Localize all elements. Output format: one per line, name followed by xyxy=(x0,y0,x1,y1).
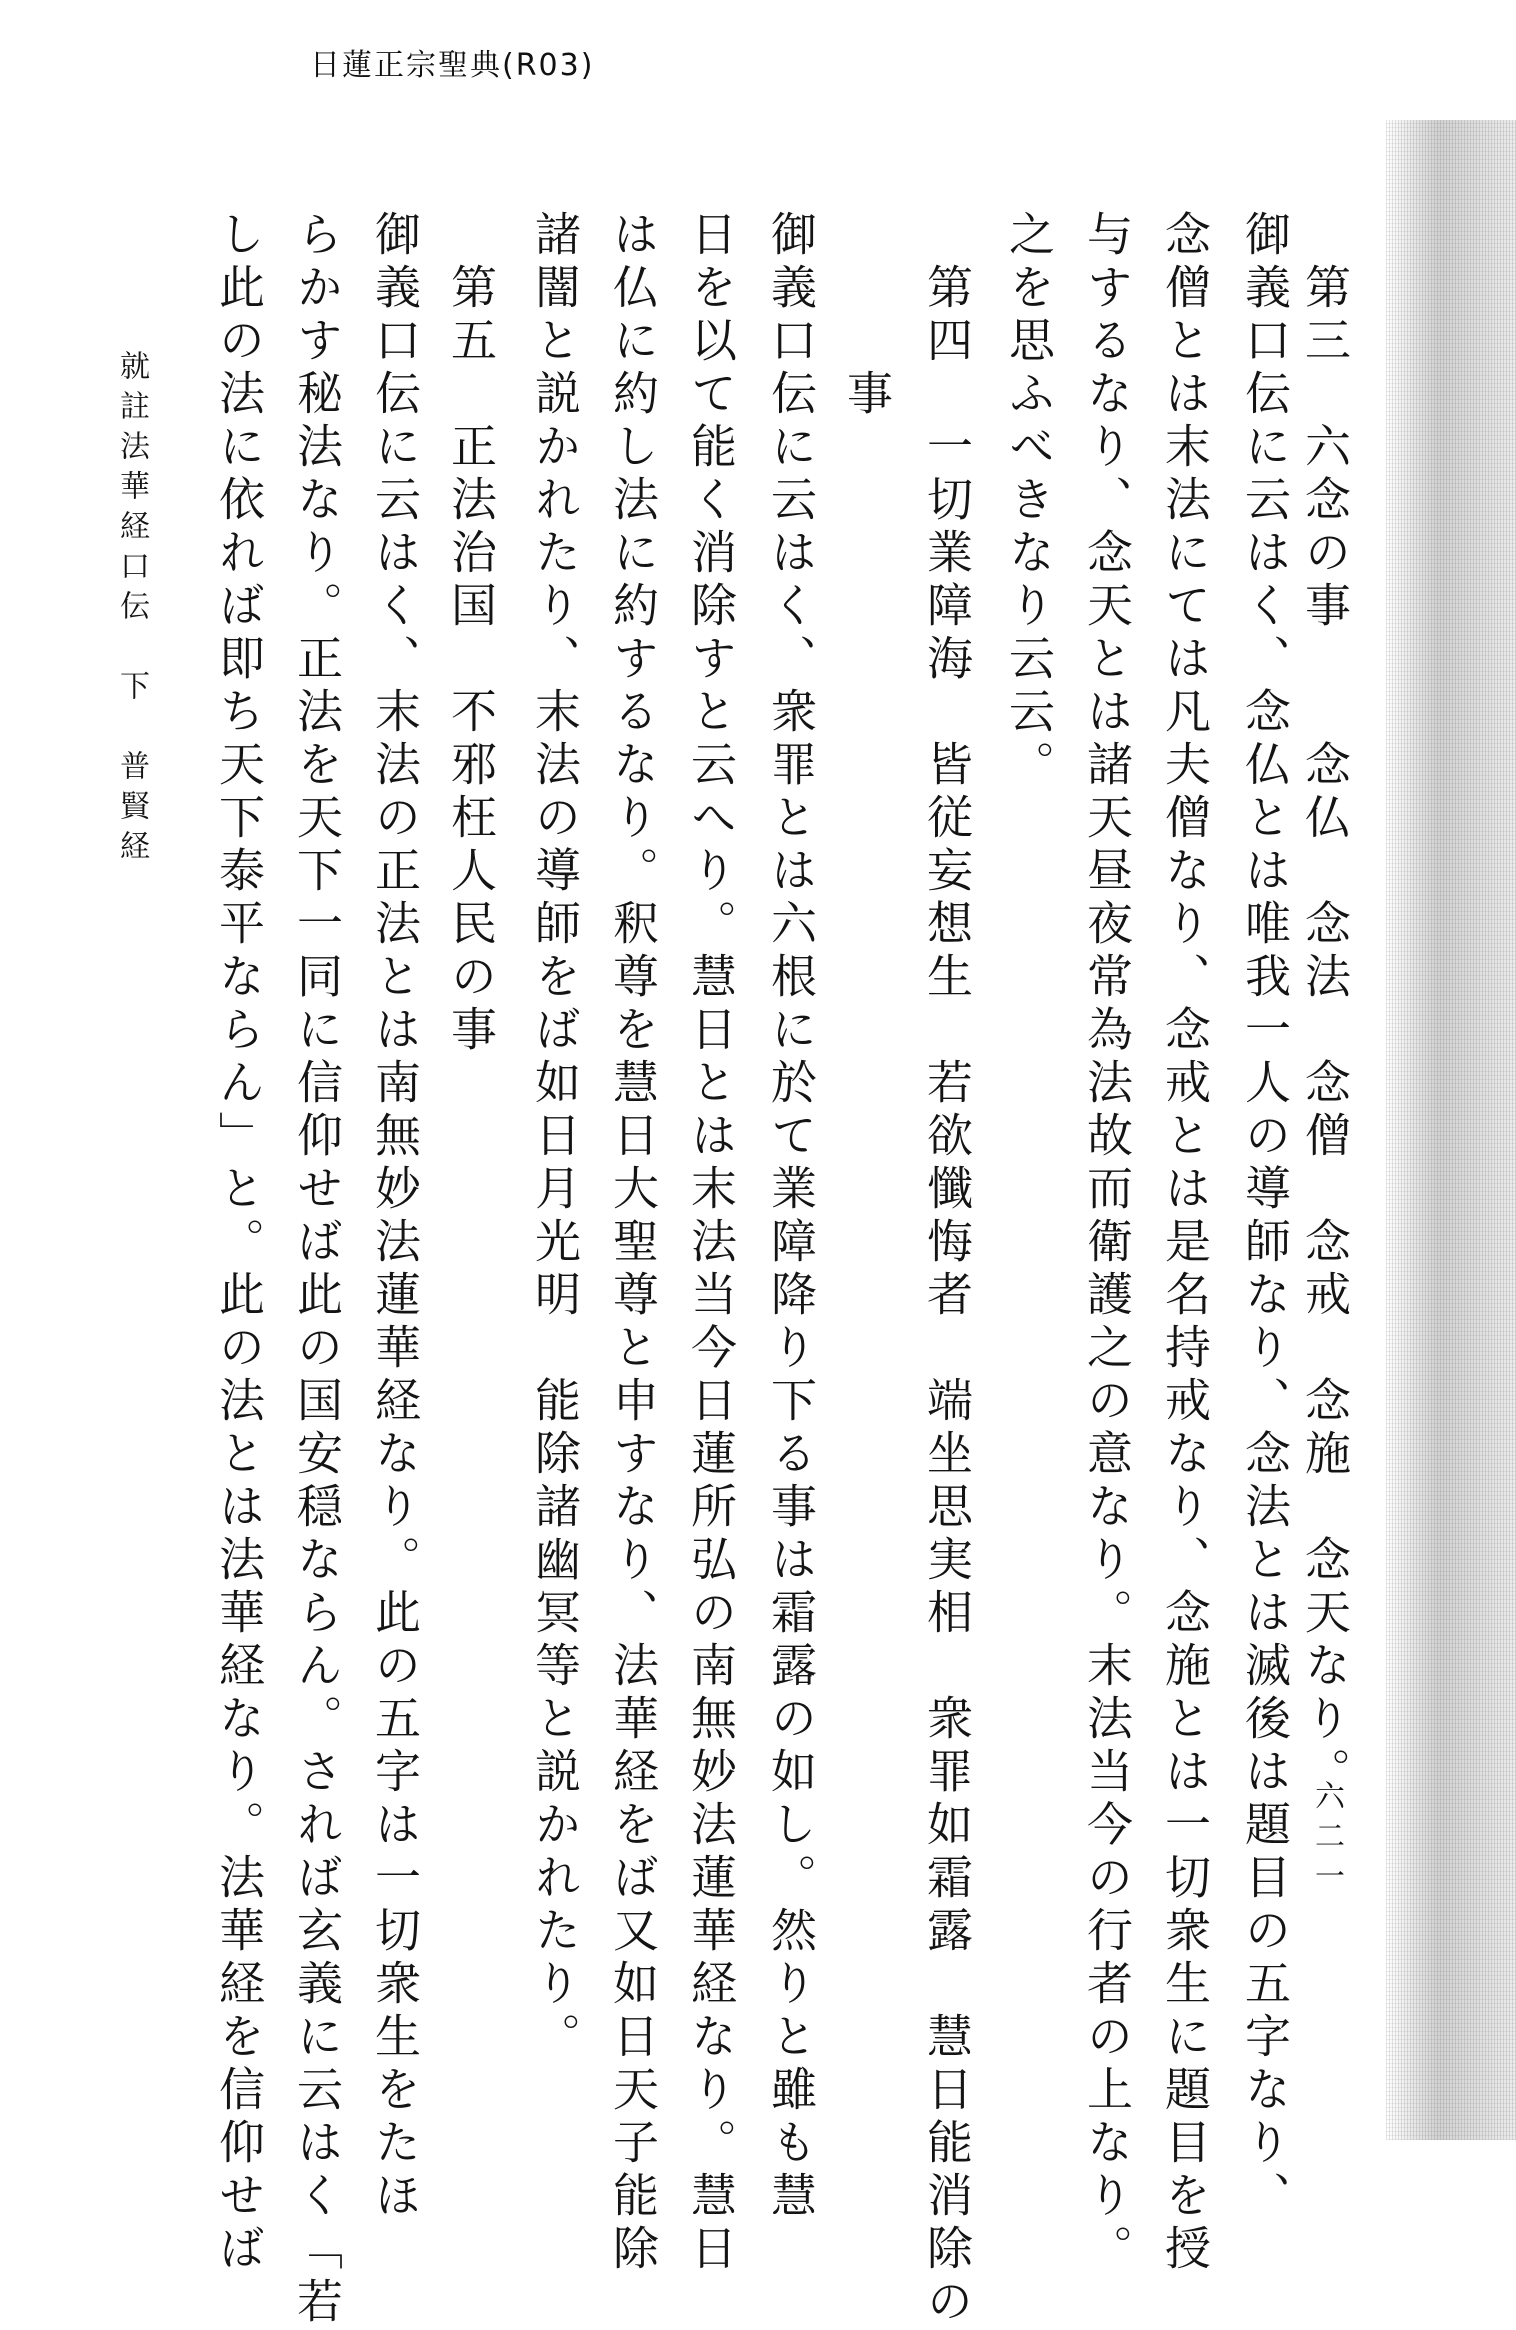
text-column-15: し此の法に依れば即ち天下泰平ならん」と。此の法とは法華経なり。法華経を信仰せば xyxy=(212,210,266,2277)
text-column-2: 御義口伝に云はく、念仏とは唯我一人の導師なり、念法とは滅後は題目の五字なり、 xyxy=(1238,210,1292,2224)
text-column-10: は仏に約し法に約するなり。釈尊を慧日大聖尊と申すなり、法華経をば又如日天子能除 xyxy=(606,210,660,2277)
text-column-4: 与するなり、念天とは諸天昼夜常為法故而衛護之の意なり。末法当今の行者の上なり。 xyxy=(1080,210,1134,2277)
text-column-12: 第五 正法治国 不邪枉人民の事 xyxy=(444,210,498,1058)
scan-edge-shading xyxy=(1386,120,1516,2140)
text-column-8: 御義口伝に云はく、衆罪とは六根に於て業障降り下る事は霜露の如し。然りと雖も慧 xyxy=(764,210,818,2224)
text-column-14: らかす秘法なり。正法を天下一同に信仰せば此の国安穏ならん。されば玄義に云はく「若 xyxy=(290,210,344,2330)
text-column-11: 諸闇と説かれたり、末法の導師をば如日月光明 能除諸幽冥等と説かれたり。 xyxy=(528,210,582,2065)
book-title: 日蓮正宗聖典(R03) xyxy=(310,48,595,83)
text-column-6: 第四 一切業障海 皆従妄想生 若欲懺悔者 端坐思実相 衆罪如霜露 慧日能消除の xyxy=(920,210,974,2330)
text-column-9: 日を以て能く消除すと云へり。慧日とは末法当今日蓮所弘の南無妙法蓮華経なり。慧日 xyxy=(684,210,738,2277)
text-column-3: 念僧とは末法にては凡夫僧なり、念戒とは是名持戒なり、念施とは一切衆生に題目を授 xyxy=(1158,210,1212,2277)
running-title: 就註法華経口伝 下 普賢経 xyxy=(114,350,149,870)
text-column-5: 之を思ふべきなり云云。 xyxy=(1002,210,1056,793)
text-column-7: 事 xyxy=(840,210,894,422)
text-column-13: 御義口伝に云はく、末法の正法とは南無妙法蓮華経なり。此の五字は一切衆生をたほ xyxy=(368,210,422,2224)
text-column-1: 第三 六念の事 念仏 念法 念僧 念戒 念施 念天なり。 xyxy=(1298,210,1352,1800)
page-number: 六二一 xyxy=(1309,1780,1344,1900)
